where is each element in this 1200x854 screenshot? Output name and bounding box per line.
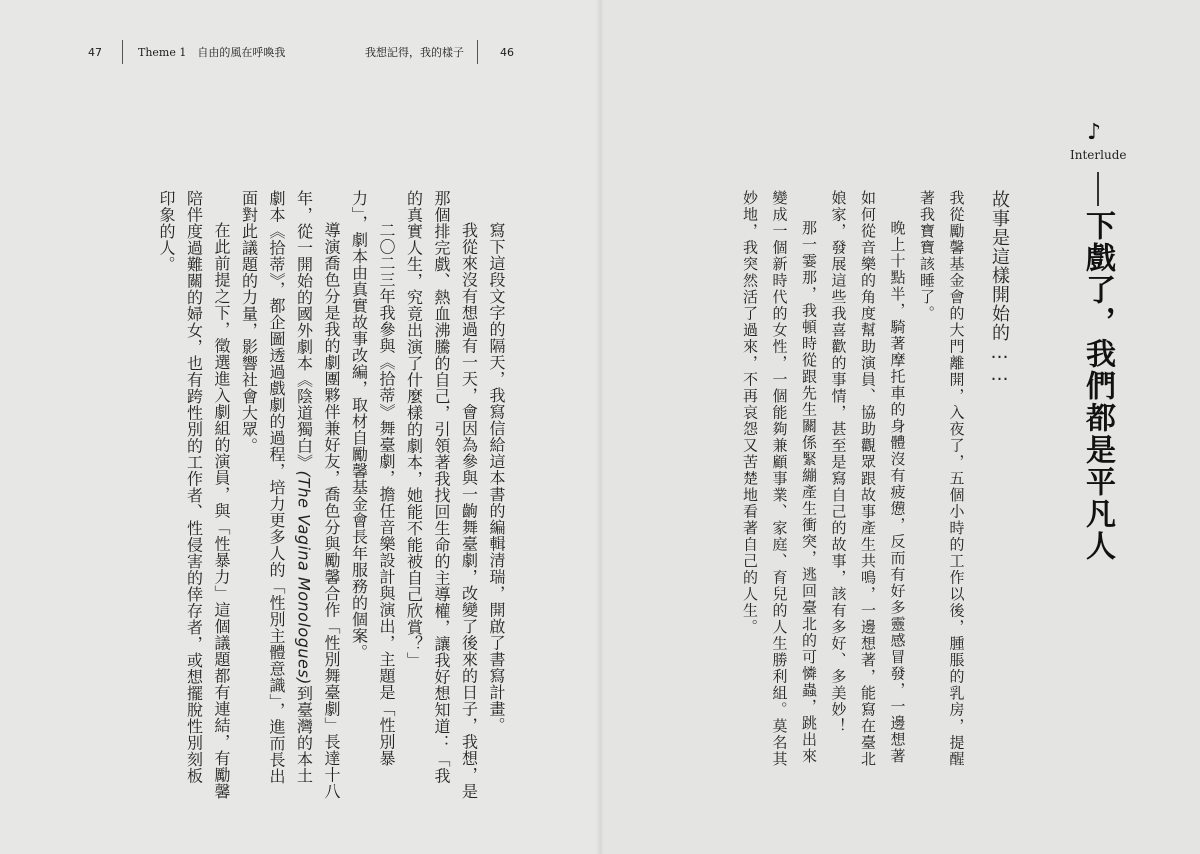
paragraph [235,190,345,800]
paragraph-text: 到臺灣的本土劇本《拾蒂》，都企圖透過戲劇的過程，培力更多人的「性別主體意識」，進而長出面對此議題的力量，影響社會大眾。 [239,190,314,785]
paragraph: 在此前提之下，徵選進入劇組的演員，與「性暴力」這個議題都有連結，有勵馨陪伴度過難關的婦女，也有跨性別的工作者、性侵害的倖存者，或想擺脫性別刻板印象的人。 [157,190,231,800]
left-body-text [153,190,511,800]
paragraph: 寫下這段文字的隔天，我寫信給這本書的編輯清瑞，開啟了書寫計畫。 [487,222,506,734]
paragraph: 晚上十點半，騎著摩托車的身體沒有疲憊，反而有好多靈感冒發，一邊想著如何從音樂的角度幫助演員、協助觀眾跟故事產生共鳴，一邊想著，能寫在臺北娘家，發展這些我喜歡的事情，甚至是寫自己的故事，該有多好、多美妙！ [829,190,907,768]
header-divider [477,40,478,64]
running-title: 我想記得，我的樣子 [365,46,464,59]
book-gutter [596,0,604,854]
paragraph: 我從勵馨基金會的大門離開，入夜了，五個小時的工作以後，腫脹的乳房，提醒著我寶寶該睡了。 [918,190,966,768]
opening-line: 故事是這樣開始的…… [989,190,1010,386]
music-note-icon: ♪ [1087,120,1102,145]
page-number: 47 [88,46,102,59]
paragraph: 那一霎那，我頓時從跟先生關係緊繃產生衝突，逃回臺北的可憐蟲，跳出來變成一個新時代的女性，一個能夠兼顧事業、家庭、育兒的人生勝利組。莫名其妙地，我突然活了過來，不再哀怨又苦楚地看著自己的人生。 [741,190,818,768]
chapter-divider [1097,172,1099,206]
running-title: Theme 1 自由的風在呼喚我 [138,46,286,59]
latin-title: (The Vagina Monologues) [294,470,314,685]
chapter-title: 下戲了，我們都是平凡人 [1080,210,1115,562]
paragraph-text: 導演喬色分是我的劇團夥伴兼好友，喬色分與勵馨合作「性別舞臺劇」長達十八年，從一開始的國外劇本《陰道獨白》 [294,190,341,800]
right-body-text [735,190,1015,780]
page-number: 46 [500,46,514,59]
header-divider [122,40,123,64]
section-label: Interlude [1070,148,1127,162]
paragraph: 我從來沒有想過有一天，會因為參與一齣舞臺劇，改變了後來的日子，我想，是那個排完戲、熱血沸騰的自己，引領著我找回生命的主導權，讓我好想知道：「我的真實人生，究竟出演了什麼樣的劇本，她能不能被自己欣賞？」 [404,190,479,800]
paragraph: 二〇二三年我參與《拾蒂》舞臺劇，擔任音樂設計與演出，主題是「性別暴力」，劇本由真實故事改編，取材自勵馨基金會長年服務的個案。 [349,190,396,767]
